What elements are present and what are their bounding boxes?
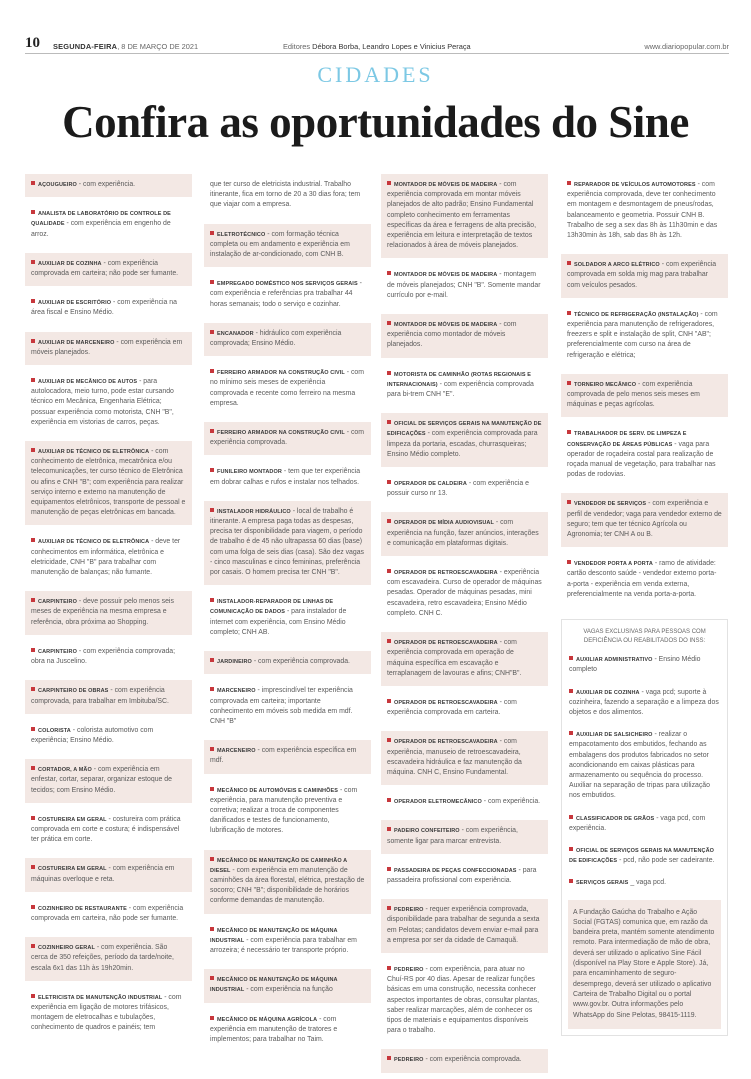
job-description: - com formação técnica completa ou em andamento e experiência em instalação de ar-condicionado, com CNH B. <box>210 230 350 259</box>
job-description: - com experiência comprovada, deve ter conhecimento em montagem e desmontagem de pneus/rodas, balanceamento e geometria. Possuir CNH B. Trabalho de seg a sex das 8h às 11h30min e das 13h30min às 18h, sab das 8h às 12h. <box>567 181 718 240</box>
job-description: - para passadeira profissional com experiência. <box>387 866 537 884</box>
job-description: - com conhecimento de eletrônica, mecatrônica e/ou telecomunicações, ter curso técnico de Eletrônica ou afins e CNH "B"; com experiência para realizar serviço interno e externo na manutenção de equipamentos eletrônicos, transporte de pessoal e manutenção de peças eletrônicas em bancada. <box>31 448 186 517</box>
job-listing <box>25 591 192 635</box>
job-description: - com experiência comprovada em montar móveis planejados de alto padrão; Ensino Fundamental completo conhecimento em ferramentas específicas da área e ferragens de alta precisão, experiência em leitura e interpretação de textos relacionados à área de móveis planejados. <box>387 181 537 250</box>
job-description: - para autolocadora, meio turno, pode estar cursando técnico em Mecânica, Engenharia Elétrica; possuar experiência como motorista, CNH "B", experiência em vistorias de carros, peças. <box>31 378 174 426</box>
bullet-icon <box>387 966 391 970</box>
job-listing <box>25 759 192 803</box>
job-listing <box>204 651 371 674</box>
bullet-icon <box>569 656 573 660</box>
job-description: - pcd, não pode ser cadeirante. <box>617 857 715 865</box>
job-title: MARCENEIRO <box>217 748 256 755</box>
job-title: OFICIAL DE SERVIÇOS GERAIS NA MANUTENÇÃO DE EDIFICAÇÕES <box>387 421 542 438</box>
job-title: FUNILEIRO MONTADOR <box>217 469 282 476</box>
job-listing <box>25 680 192 713</box>
job-title: OPERADOR DE RETROESCAVADEIRA <box>394 699 498 706</box>
job-listing <box>381 413 548 467</box>
bullet-icon <box>387 321 391 325</box>
bullet-icon <box>387 420 391 424</box>
job-listing <box>204 501 371 585</box>
job-listing <box>25 371 192 435</box>
job-title: AUXILIAR DE MARCENEIRO <box>38 339 115 346</box>
job-description: - com experiência comprovada, para trabalhar em Imbituba/SC. <box>31 687 169 705</box>
job-title: AUXILIAR DE SALSICHEIRO <box>576 732 653 739</box>
bullet-icon <box>31 260 35 264</box>
job-title: PADEIRO CONFEITEIRO <box>394 828 460 835</box>
job-listing <box>562 841 727 871</box>
job-listing <box>204 969 371 1002</box>
job-listing <box>25 987 192 1041</box>
job-description: - com experiência. <box>481 798 541 806</box>
bullet-icon <box>31 598 35 602</box>
job-listing <box>204 323 371 356</box>
bullet-icon <box>210 330 214 334</box>
job-description: - com experiência comprovada em carteira. <box>387 698 517 717</box>
date-line <box>53 42 198 51</box>
job-listing <box>561 374 728 418</box>
bullet-icon <box>567 430 571 434</box>
job-listing <box>25 641 192 674</box>
job-title: MECÂNICO DE MANUTENÇÃO DE MÁQUINA INDUSTRIAL <box>210 927 338 944</box>
job-title: INSTALADOR-REPARADOR DE LINHAS DE COMUNICAÇÃO DE DADOS <box>210 599 334 616</box>
job-listing <box>204 461 371 494</box>
job-description: - vaga pcd; suporte à cozinheira, fazendo a separação e a limpeza dos objetos e dos alimentos. <box>569 688 719 716</box>
job-title: CARPINTEIRO DE OBRAS <box>38 688 109 695</box>
job-listing <box>25 858 192 891</box>
job-description: - com experiência comprovada em operação de máquina específica em escavação e terraplanagem de lavouras e afins; CNH"B". <box>387 639 522 677</box>
job-title: CARPINTEIRO <box>38 599 77 606</box>
job-description: - para instalador de internet com experiência, com Ensino Médio completo; CNH AB. <box>210 608 347 636</box>
job-listing <box>562 683 727 724</box>
job-title: AUXILIAR DE MECÂNICO DE AUTOS <box>38 379 138 386</box>
job-title: PASSADEIRA DE PEÇAS CONFECCIONADAS <box>394 867 517 874</box>
job-listing <box>25 292 192 325</box>
job-description: - com experiência. <box>76 181 136 188</box>
job-description: _ vaga pcd. <box>628 879 666 887</box>
job-description: - com experiência em móveis planejados. <box>31 338 183 356</box>
job-title: AUXILIAR DE COZINHA <box>38 260 102 267</box>
job-title: MECÂNICO DE MANUTENÇÃO DE MÁQUINA INDUSTRIAL <box>210 977 338 994</box>
bullet-icon <box>387 569 391 573</box>
job-description: - com experiência e possuir curso nr 13. <box>387 480 529 498</box>
bullet-icon <box>210 369 214 373</box>
job-description: - com experiência comprovada em carteira; não pode ser fumante. <box>31 259 179 278</box>
column-4-wrapper <box>561 174 728 1036</box>
job-description: - com experiência comprovada em solda mig mag para trabalhar com veículos pesados. <box>567 261 717 289</box>
bullet-icon <box>387 181 391 185</box>
bullet-icon <box>31 448 35 452</box>
job-listing <box>204 920 371 964</box>
job-listing <box>25 174 192 197</box>
bullet-icon <box>387 1056 391 1060</box>
job-listing <box>204 362 371 416</box>
headline: Confira as oportunidades do Sine <box>62 97 689 147</box>
job-title: MECÂNICO DE MÁQUINA AGRÍCOLA <box>217 1016 318 1023</box>
job-description: - com experiência comprovada. <box>210 429 365 447</box>
job-title: AUXILIAR DE TÉCNICO DE ELETRÔNICA <box>38 539 150 546</box>
job-listing <box>25 937 192 981</box>
job-title: MONTADOR DE MÓVEIS DE MADEIRA <box>394 272 498 279</box>
job-description: - costureira com prática comprovada em corte e costura; é indispensável ter prática em corte. <box>31 815 181 844</box>
job-listing <box>204 273 371 317</box>
job-listing <box>381 632 548 686</box>
column-3 <box>381 174 548 1079</box>
bullet-icon <box>569 731 573 735</box>
job-listing <box>25 253 192 286</box>
job-listing <box>204 591 371 645</box>
date: , 8 DE MARÇO DE 2021 <box>117 42 199 51</box>
job-listing <box>562 809 727 839</box>
job-listing <box>381 1049 548 1072</box>
bullet-icon <box>31 378 35 382</box>
job-description: - com experiência comprovada em carteira, não pode ser fumante. <box>31 904 184 922</box>
editors-line <box>283 42 471 51</box>
job-listing <box>25 332 192 365</box>
bullet-icon <box>569 847 573 851</box>
job-description: - ramo de atividade: cartão desconto saúde - vendedor externo porta-a-porta - experiência em venda externa, preferencialmente na venda porta-a-porta. <box>567 560 717 598</box>
job-title: AUXILIAR ADMINISTRATIVO <box>576 657 653 664</box>
job-listing <box>381 731 548 785</box>
job-title: AUXILIAR DE TÉCNICO DE ELETRÔNICA <box>38 449 150 456</box>
job-listing <box>561 304 728 368</box>
job-listing <box>25 720 192 753</box>
job-listing <box>562 873 727 893</box>
column-1 <box>25 174 192 1047</box>
job-listing <box>562 650 727 680</box>
job-listing <box>204 224 371 268</box>
bullet-icon <box>210 508 214 512</box>
job-title: MOTORISTA DE CAMINHÃO (ROTAS REGIONAIS E INTERNACIONAIS) <box>387 371 532 388</box>
job-description: - vaga pcd, com experiência. <box>569 814 706 832</box>
job-title: COZINHEIRO DE RESTAURANTE <box>38 905 127 912</box>
job-title: COZINHEIRO GERAL <box>38 945 95 952</box>
bullet-icon <box>31 816 35 820</box>
bullet-icon <box>31 905 35 909</box>
job-description: - com no mínimo seis meses de experiência comprovada e recente como ferreiro na mesma empresa. <box>210 369 365 407</box>
bullet-icon <box>387 906 391 910</box>
job-title: AÇOUGUEIRO <box>38 182 77 188</box>
job-description: - com experiência na função, fazer anúncios, interações e comunicação em plataformas digitais. <box>387 519 539 547</box>
job-title: MECÂNICO DE MANUTENÇÃO DE CAMINHÃO A DIESEL <box>210 857 347 874</box>
bullet-icon <box>210 280 214 284</box>
job-description: - com experiência para manutenção de refrigeradores, freezers e split e instalação de split, CNH "AB"; preferencialmente com curso na área de refrigeração e elétrica; <box>567 310 718 359</box>
bullet-icon <box>210 976 214 980</box>
job-title: REPARADOR DE VEÍCULOS AUTOMOTORES <box>574 182 696 188</box>
weekday: SEGUNDA-FEIRA <box>53 42 118 51</box>
job-description: - com experiência comprovada para limpeza da portaria, escadas, churrasqueiras; Ensino Médio completo. <box>387 430 538 458</box>
bullet-icon <box>210 429 214 433</box>
job-listing <box>381 791 548 814</box>
bullet-icon <box>31 648 35 652</box>
job-title: TÉCNICO DE REFRIGERAÇÃO (INSTALAÇÃO) <box>574 311 699 318</box>
job-description: - com experiência específica em mdf. <box>210 747 357 765</box>
job-title: AUXILIAR DE COZINHA <box>576 689 640 696</box>
column-4 <box>561 174 728 607</box>
job-title: VENDEDOR DE SERVIÇOS <box>574 501 647 508</box>
job-description: - com experiência e referências pra trabalhar 44 horas semanais; todo o serviço e cozinhar. <box>210 280 362 308</box>
pcd-heading: VAGAS EXCLUSIVAS PARA PESSOAS COM DEFICIÊNCIA OU REABILITADOS DO INSS: <box>583 629 706 645</box>
bullet-icon <box>387 480 391 484</box>
job-description: - com experiência na função <box>244 986 333 994</box>
bullet-icon <box>387 699 391 703</box>
bullet-icon <box>387 371 391 375</box>
job-title: OFICIAL DE SERVIÇOS GERAIS NA MANUTENÇÃO DE EDIFICAÇÕES <box>569 847 715 865</box>
bullet-icon <box>567 181 571 185</box>
job-description: - imprescindível ter experiência comprovada em carteira; importante conhecimento em móveis sob medida em mdf. CNH "B" <box>210 687 353 725</box>
job-listing <box>204 850 371 914</box>
job-description: - com experiência em manutenção de tratores e implementos; para trabalhar no Taim. <box>210 1015 338 1043</box>
bullet-icon <box>569 815 573 819</box>
job-description: - Ensino Médio completo <box>569 656 701 674</box>
bullet-icon <box>31 339 35 343</box>
job-title: MECÂNICO DE AUTOMÓVEIS E CAMINHÕES <box>217 787 339 794</box>
job-title: PEDREIRO <box>394 1057 424 1064</box>
bullet-icon <box>387 738 391 742</box>
job-description: - local de trabalho é itinerante. A empresa paga todas as despesas, precisa ter disponibilidade para viagem, o período de trabalho é de 45 não ultrapassa 60 dias (base) com uma folga de seis dias (casa). São dez vagas - cinco masculinas e cinco femininas, preferência por casais. O homem precisa ter CNH "B". <box>210 507 364 577</box>
bullet-icon <box>31 181 35 185</box>
job-listing <box>25 809 192 853</box>
job-description: - experiência com escavadeira. Curso de operador de máquinas pesadas. Operador de máquinas pesadas, mini escavadeira, retro escavadeira; Ensino Médio completo. CNH C. <box>387 569 542 617</box>
job-listing <box>25 531 192 585</box>
job-title: ANALISTA DE LABORATÓRIO DE CONTROLE DE QUALIDADE <box>31 211 171 228</box>
job-description: - com experiência comprovada de pelo menos seis meses em máquinas e peças agrícolas. <box>567 380 700 409</box>
job-title: JARDINEIRO <box>217 659 252 666</box>
job-listing <box>381 264 548 308</box>
job-title: AUXILIAR DE ESCRITÓRIO <box>38 300 112 307</box>
job-listing <box>561 553 728 607</box>
job-description: - com experiência em engenho de arroz. <box>31 220 171 238</box>
editors-label: Editores <box>283 42 313 51</box>
pcd-list <box>562 650 727 893</box>
job-title: INSTALADOR HIDRÁULICO <box>217 508 291 515</box>
bullet-icon <box>210 787 214 791</box>
job-listing <box>204 1009 371 1053</box>
bullet-icon <box>567 560 571 564</box>
job-description: - com experiência na área fiscal e Ensino Médio. <box>31 299 177 317</box>
job-title: SERVIÇOS GERAIS <box>576 880 629 887</box>
bullet-icon <box>387 867 391 871</box>
bullet-icon <box>31 538 35 542</box>
job-description: - tem que ter experiência em dobrar calhas e rufos e instalar nos telhados. <box>210 468 361 486</box>
job-listing <box>561 423 728 487</box>
job-listing <box>561 254 728 298</box>
job-listing <box>25 441 192 525</box>
job-title: OPERADOR ELETROMECÂNICO <box>394 799 482 806</box>
job-listing <box>381 562 548 626</box>
bullet-icon <box>210 468 214 472</box>
bullet-icon <box>31 299 35 303</box>
job-title: CARPINTEIRO <box>38 648 77 655</box>
job-title: CLASSIFICADOR DE GRÃOS <box>576 815 655 822</box>
job-title: SOLDADOR A ARCO ELÉTRICO <box>574 262 660 269</box>
bullet-icon <box>210 747 214 751</box>
bullet-icon <box>210 857 214 861</box>
job-listing <box>204 740 371 773</box>
job-title: FERREIRO ARMADOR NA CONSTRUÇÃO CIVIL <box>217 430 345 437</box>
bullet-icon <box>31 687 35 691</box>
job-listing <box>204 680 371 734</box>
job-description: - com experiência, para manutenção preventiva e corretiva; realizar a troca de componentes danificados e testes de funcionamento, lubrificação de motores. <box>210 786 358 835</box>
bullet-icon <box>210 687 214 691</box>
bullet-icon <box>567 500 571 504</box>
job-listing <box>381 364 548 408</box>
fgtas-notice: A Fundação Gaúcha do Trabalho e Ação Social (FGTAS) comunica que, em razão da bandeira preta, mantém somente atendimento remoto. Para intermediação de mão de obra, deverá ser utilizado o aplicativo Sine Fácil (disponível na Play Store e Apple Store). Já, para encaminhamento de seguro-desemprego, deverá ser utilizado o aplicativo Carteira de Trabalho Digital ou o portal www.gov.br. Outra informações pelo WhatsApp do Sine Pelotas, 98415-1119. <box>568 900 721 1029</box>
job-description: - hidráulico com experiência comprovada; Ensino Médio. <box>210 329 342 348</box>
job-listing <box>561 493 728 547</box>
job-listing <box>381 860 548 893</box>
job-title: MARCENEIRO <box>217 688 256 695</box>
bullet-icon <box>387 271 391 275</box>
job-description: - com experiência e perfil de vendedor; vaga para vendedor externo de seguro; tem que ter técnico Agrícola ou Agronomia; ter CNH A ou B. <box>567 500 722 539</box>
job-title: TRABALHADOR DE SERV. DE LIMPEZA E CONSERVAÇÃO DE ÁREAS PÚBLICAS <box>567 431 687 448</box>
job-title: OPERADOR DE RETROESCAVADEIRA <box>394 640 498 647</box>
bullet-icon <box>31 727 35 731</box>
job-title: FERREIRO ARMADOR NA CONSTRUÇÃO CIVIL <box>217 370 345 377</box>
job-description: - com experiência comprovada para bi-trem CNH "E". <box>387 380 534 399</box>
job-listing <box>204 780 371 844</box>
bullet-icon <box>210 658 214 662</box>
job-listing <box>381 314 548 358</box>
job-description: - com experiência para trabalhar em arrozeira; é necessário ter transporte próprio. <box>210 936 357 954</box>
bullet-icon <box>31 944 35 948</box>
bullet-icon <box>31 766 35 770</box>
job-description: - com experiência em manutenção de caminhões da área florestal, elétrica, prestação de socorro; CNH "B"; disponibilidade de horários conforme demandas de manutenção. <box>210 866 365 905</box>
job-description: - requer experiência comprovada, disponibilidade para trabalhar de segunda a sexta em Pelotas; candidatos devem enviar e-mail para a empresa por ser da cidade de Camaquã. <box>387 906 540 944</box>
job-title: VENDEDOR PORTA A PORTA <box>574 561 653 568</box>
job-title: COLORISTA <box>38 727 71 734</box>
bullet-icon <box>569 879 573 883</box>
bullet-icon <box>210 1016 214 1020</box>
job-title: PEDREIRO <box>394 907 424 914</box>
job-listing <box>204 174 371 218</box>
job-description: - com experiência em enfestar, cortar, separar, organizar estoque de tecidos; com Ensino Médio. <box>31 766 172 794</box>
job-description: - deve possuir pelo menos seis meses de experiência na mesma empresa e referência, obra próxima ao Shopping. <box>31 598 174 626</box>
job-title: MONTADOR DE MÓVEIS DE MADEIRA <box>394 322 498 329</box>
job-title: PEDREIRO <box>394 966 424 973</box>
job-title: ELETRICISTA DE MANUTENÇÃO INDUSTRIAL <box>38 994 163 1001</box>
job-title: COSTUREIRA EM GERAL <box>38 816 107 823</box>
job-description: - com experiência comprovada; obra na Juscelino. <box>31 647 176 666</box>
bullet-icon <box>387 798 391 802</box>
job-listing <box>381 174 548 258</box>
job-listing <box>25 203 192 247</box>
job-description: - com experiência, somente ligar para marcar entrevista. <box>387 827 518 845</box>
job-listing <box>204 422 371 455</box>
job-description: - com experiência como montador de móveis planejados. <box>387 321 517 349</box>
job-description: que ter curso de eletricista industrial. Trabalho itinerante, fica em torno de 20 a 30 dias fora; tem que viajar com a empresa. <box>210 181 361 209</box>
job-title: OPERADOR DE CALDEIRA <box>394 481 467 488</box>
bullet-icon <box>210 927 214 931</box>
job-description: - com experiência, manuseio de retroescavadeira, escavadeira hidráulica e faz manutenção da máquina. CNH C, Ensino Fundamental. <box>387 738 522 776</box>
bullet-icon <box>31 994 35 998</box>
editors-names: Débora Borba, Leandro Lopes e Vinicius Peraça <box>312 42 471 51</box>
job-description: - com experiência em ligação de motores trifásicos, montagem de eletrocalhas e tubulações, conhecimento de quadros e painéis; tem <box>31 993 182 1032</box>
bullet-icon <box>387 639 391 643</box>
job-listing <box>381 512 548 556</box>
job-title: OPERADOR DE RETROESCAVADEIRA <box>394 570 498 577</box>
job-title: CORTADOR, A MÃO <box>38 767 92 774</box>
bullet-icon <box>567 311 571 315</box>
bullet-icon <box>210 598 214 602</box>
bullet-icon <box>567 381 571 385</box>
job-title: MONTADOR DE MÓVEIS DE MADEIRA <box>394 182 498 188</box>
page-number: 10 <box>25 35 40 51</box>
job-listing <box>381 692 548 725</box>
job-description: - deve ter conhecimentos em informática, eletrônica e eletricidade, CNH "B" para trabalhar com manutenção de balanças; não fumante. <box>31 538 181 577</box>
job-description: - com experiência comprovada. <box>251 658 350 666</box>
job-title: ENCANADOR <box>217 330 254 337</box>
job-description: - montagem de móveis planejados; CNH "B". Somente mandar currículo por e-mail. <box>387 271 541 299</box>
job-listing <box>25 898 192 931</box>
job-description: - com experiência em máquinas overloque e reta. <box>31 865 175 883</box>
pcd-box <box>561 619 728 1036</box>
website[interactable]: www.diariopopular.com.br <box>644 42 729 51</box>
job-description: - vaga para operador de roçadeira costal para realização de roçada manual de vegetação, para trabalhar nas podas de rodovias. <box>567 440 716 479</box>
page-header <box>25 35 729 54</box>
job-listing <box>381 899 548 953</box>
bullet-icon <box>210 231 214 235</box>
job-description: - realizar o empacotamento dos embutidos, fechando as embalagens dos produtos fabricados no setor acondicionando em caixas plásticas para armazenamento ou sequência do processo. Auxiliar na separação de tripas para utilização nos embutidos. <box>569 731 710 800</box>
bullet-icon <box>387 519 391 523</box>
job-listing <box>562 725 727 806</box>
job-description: - com experiência, para atuar no Chuí-RS por 40 dias. Apesar de realizar funções básicas em uma construção, necessita conhecer aspectos importantes de obras, consultar plantas, saber realizar marcações, além de conhecer os tipos de materiais e equipamentos disponíveis para o trabalho. <box>387 965 540 1035</box>
job-title: OPERADOR DE RETROESCAVADEIRA <box>394 739 498 746</box>
job-title: COSTUREIRA EM GERAL <box>38 866 107 873</box>
job-title: EMPREGADO DOMÉSTICO NOS SERVIÇOS GERAIS <box>217 281 358 288</box>
section-label: CIDADES <box>317 62 434 87</box>
job-title: ELETROTÉCNICO <box>217 231 266 238</box>
bullet-icon <box>31 210 35 214</box>
job-description: - colorista automotivo com experiência; Ensino Médio. <box>31 726 154 744</box>
job-listing <box>561 174 728 248</box>
bullet-icon <box>31 865 35 869</box>
job-title: OPERADOR DE MÍDIA AUDIOVISUAL <box>394 520 494 527</box>
bullet-icon <box>387 827 391 831</box>
column-2 <box>204 174 371 1058</box>
bullet-icon <box>567 261 571 265</box>
bullet-icon <box>569 689 573 693</box>
job-title: TORNEIRO MECÂNICO <box>574 381 637 388</box>
job-listing <box>381 473 548 506</box>
job-description: - com experiência comprovada. <box>423 1056 522 1064</box>
job-listing <box>381 959 548 1043</box>
job-description: - com experiência. São cerca de 350 refeições, período da tarde/noite, escala 6x1 das 11h às 19h20min. <box>31 944 174 972</box>
job-listing <box>381 820 548 853</box>
